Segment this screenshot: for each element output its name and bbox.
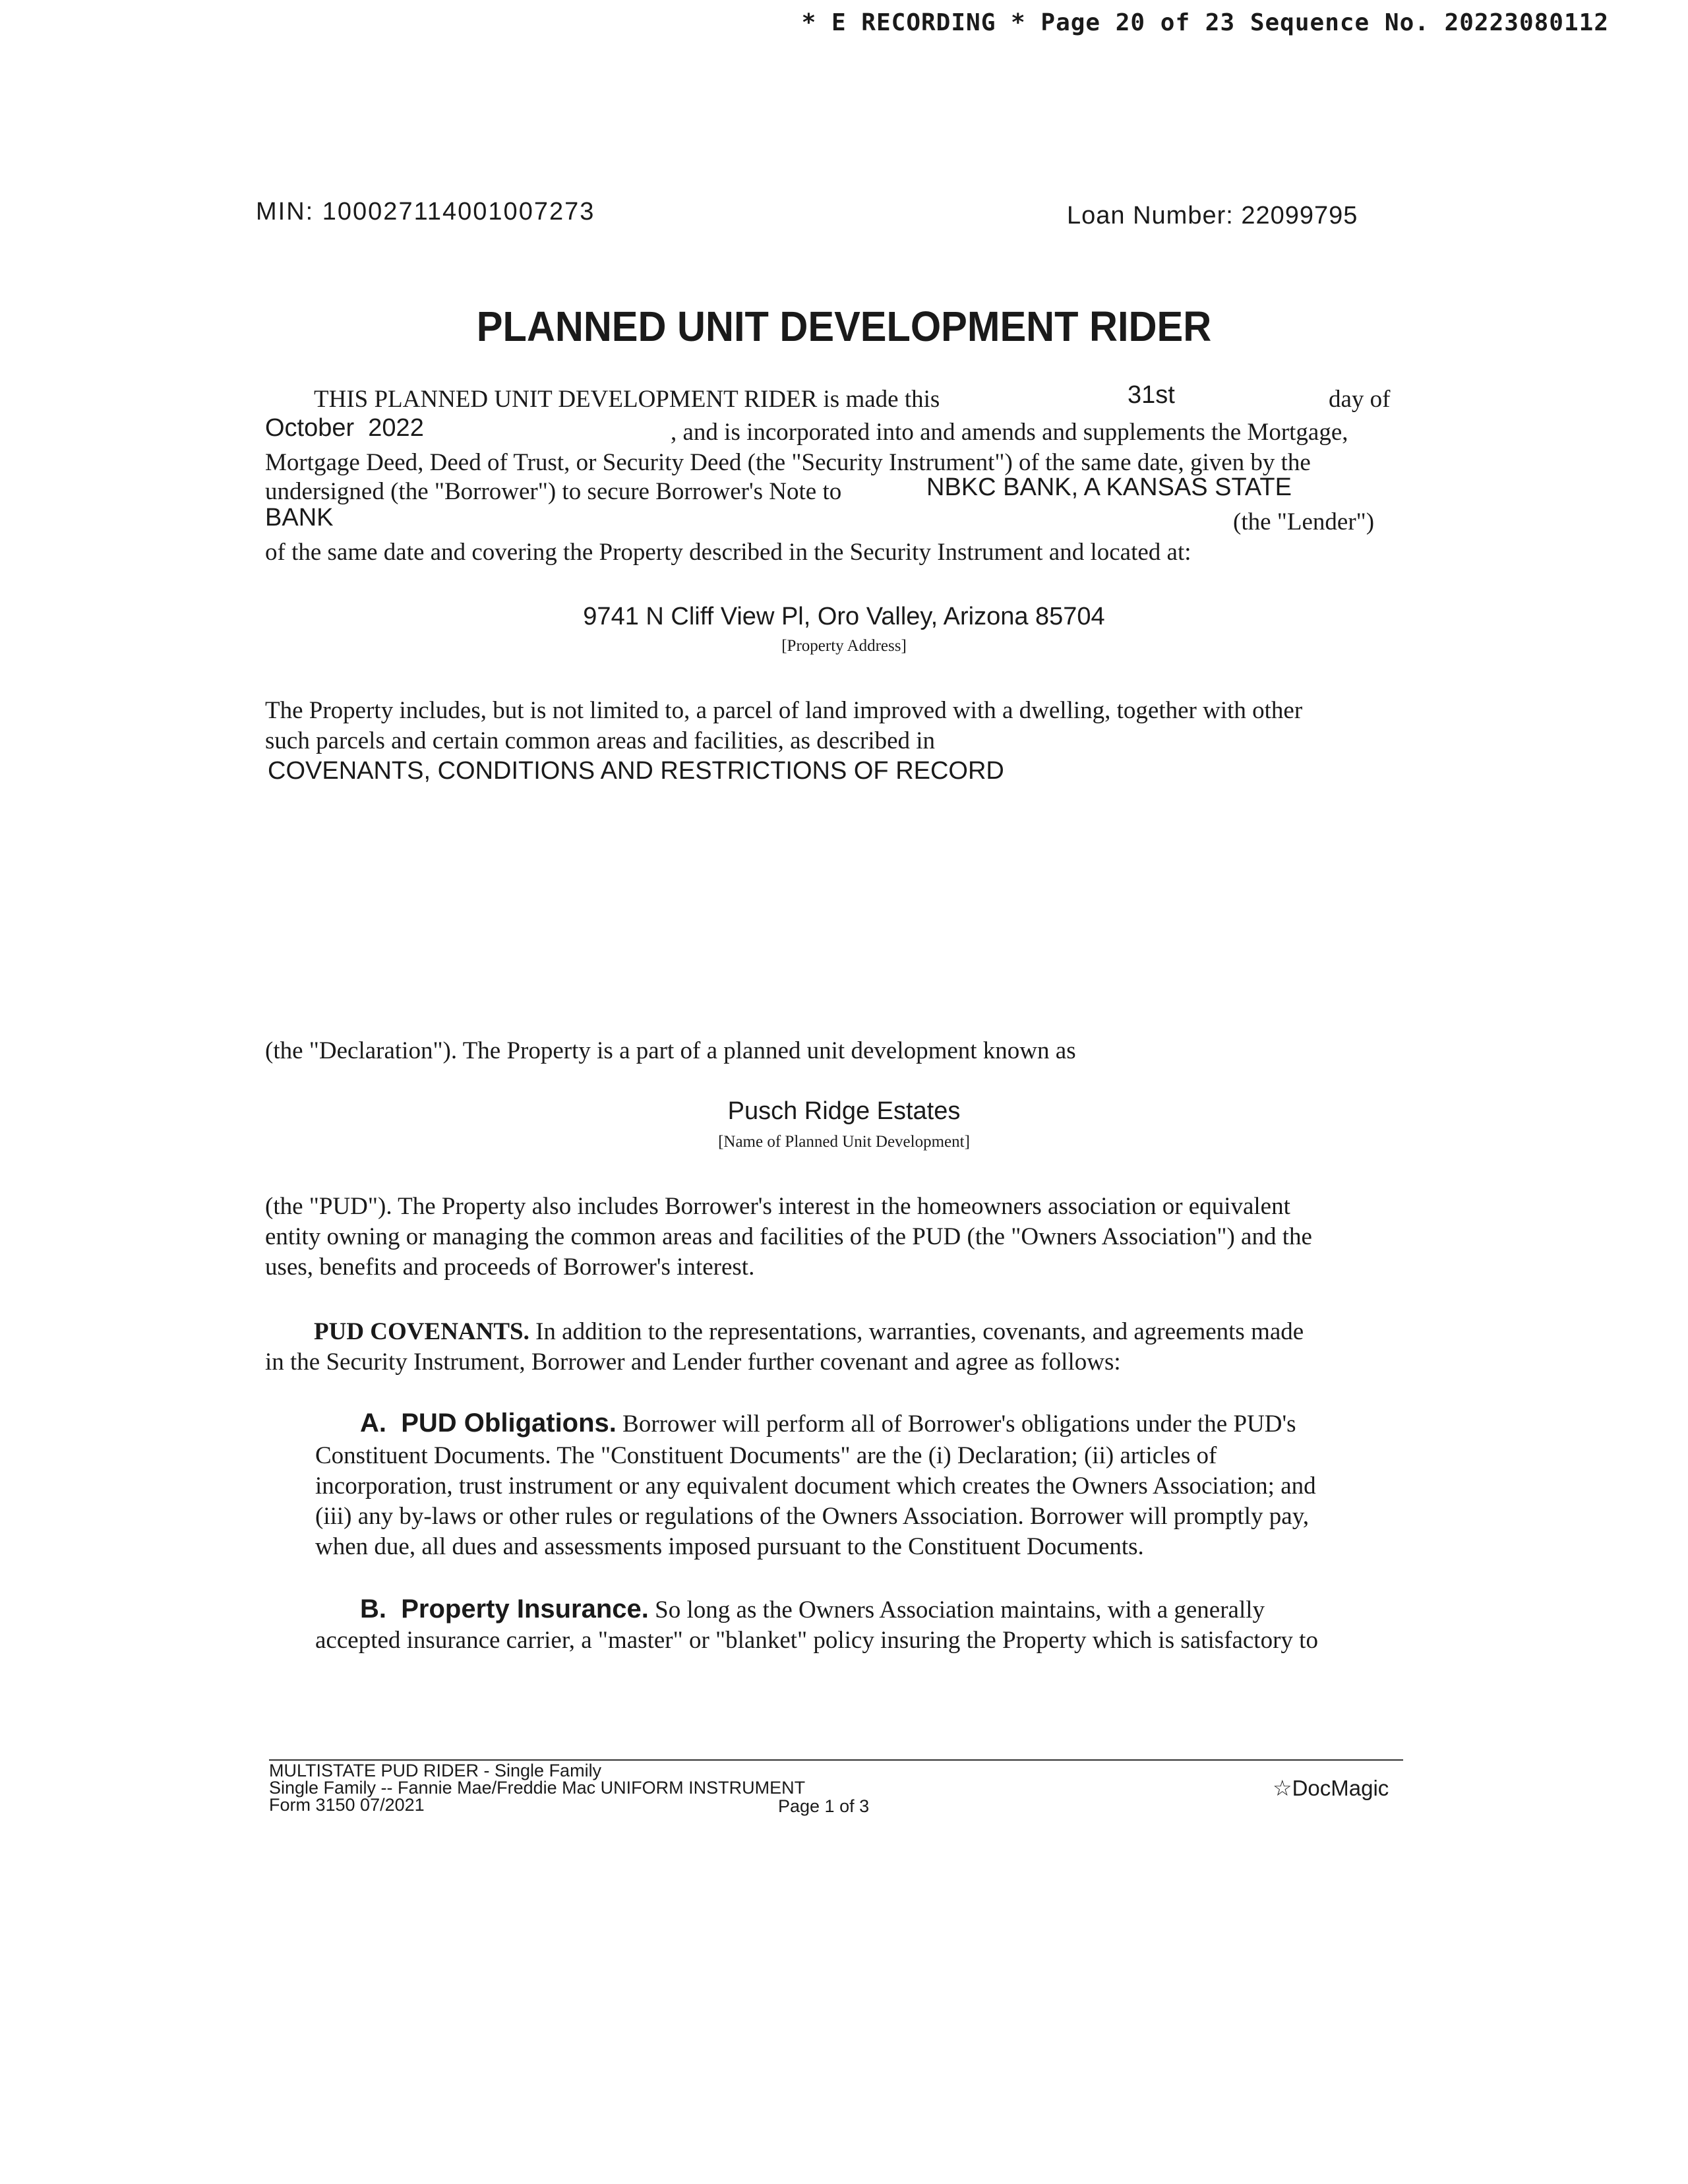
section-b-line-1-text: So long as the Owners Association maintains, with a generally [655, 1596, 1265, 1623]
intro-lender-fill-2: BANK [265, 504, 334, 531]
covenants-line-2: in the Security Instrument, Borrower and Lender further covenant and agree as follows: [265, 1349, 1121, 1376]
intro-line-3: Mortgage Deed, Deed of Trust, or Security Deed (the "Security Instrument") of the same date, given by the [265, 449, 1311, 476]
declaration-fill: COVENANTS, CONDITIONS AND RESTRICTIONS OF RECORD [268, 757, 1004, 785]
covenants-line-1-text: In addition to the representations, warranties, covenants, and agreements made [535, 1318, 1304, 1345]
property-address-caption: [Property Address] [781, 637, 907, 655]
document-title: PLANNED UNIT DEVELOPMENT RIDER [476, 303, 1212, 350]
recording-header: * E RECORDING * Page 20 of 23 Sequence No. 20223080112 [801, 9, 1609, 36]
intro-lender-fill: NBKC BANK, A KANSAS STATE [926, 473, 1292, 501]
pud-para-line-1: (the "PUD"). The Property also includes Borrower's interest in the homeowners association or equivalent [265, 1193, 1290, 1220]
intro-line-6: of the same date and covering the Property described in the Security Instrument and located at: [265, 539, 1191, 566]
intro-day-of: day of [1329, 386, 1391, 413]
section-b-line-1 [360, 1594, 1265, 1624]
section-a-line-2: Constituent Documents. The "Constituent Documents" are the (i) Declaration; (ii) articles of [315, 1442, 1217, 1469]
section-a-line-1-text: Borrower will perform all of Borrower's obligations under the PUD's [622, 1410, 1296, 1438]
min-number: MIN: 100027114001007273 [256, 198, 595, 226]
section-a-heading: A. PUD Obligations. [360, 1409, 617, 1438]
property-address: 9741 N Cliff View Pl, Oro Valley, Arizona 85704 [583, 603, 1105, 630]
covenants-line-1 [314, 1318, 1304, 1346]
section-a-line-4: (iii) any by-laws or other rules or regulations of the Owners Association. Borrower will promptly pay, [315, 1503, 1310, 1530]
intro-line-1: THIS PLANNED UNIT DEVELOPMENT RIDER is made this [314, 386, 940, 413]
section-a-line-5: when due, all dues and assessments imposed pursuant to the Constituent Documents. [315, 1533, 1144, 1560]
section-b-heading: B. Property Insurance. [360, 1594, 649, 1623]
docmagic-brand: DocMagic [1292, 1776, 1389, 1800]
property-desc-line-1: The Property includes, but is not limited to, a parcel of land improved with a dwelling, together with other [265, 697, 1303, 724]
section-a-line-3: incorporation, trust instrument or any equivalent document which creates the Owners Association; and [315, 1472, 1316, 1500]
section-a-line-1 [360, 1409, 1296, 1438]
pud-para-line-3: uses, benefits and proceeds of Borrower's interest. [265, 1254, 755, 1281]
star-outline-icon: ☆ [1273, 1776, 1292, 1800]
loan-number: Loan Number: 22099795 [1067, 202, 1358, 229]
footer-line-1: MULTISTATE PUD RIDER - Single Family [269, 1761, 602, 1780]
covenants-heading: PUD COVENANTS. [314, 1318, 529, 1345]
pud-name-caption: [Name of Planned Unit Development] [718, 1133, 970, 1151]
pud-name: Pusch Ridge Estates [727, 1097, 961, 1125]
intro-line-2: , and is incorporated into and amends and supplements the Mortgage, [671, 419, 1348, 446]
intro-day-fill: 31st [1128, 381, 1175, 409]
property-desc-line-2: such parcels and certain common areas and facilities, as described in [265, 727, 936, 754]
footer-page: Page 1 of 3 [778, 1796, 870, 1816]
footer-line-2: Single Family -- Fannie Mae/Freddie Mac UNIFORM INSTRUMENT [269, 1778, 806, 1798]
section-b-line-2: accepted insurance carrier, a "master" or "blanket" policy insuring the Property which is satisfactory to [315, 1627, 1318, 1654]
footer-line-3: Form 3150 07/2021 [269, 1795, 425, 1815]
intro-lender-label: (the "Lender") [1233, 508, 1375, 535]
docmagic-logo [1273, 1775, 1389, 1801]
pud-para-line-2: entity owning or managing the common areas and facilities of the PUD (the "Owners Association") and the [265, 1223, 1312, 1250]
declaration-line: (the "Declaration"). The Property is a part of a planned unit development known as [265, 1037, 1076, 1064]
intro-date-fill: October 2022 [265, 414, 424, 442]
intro-line-4: undersigned (the "Borrower") to secure Borrower's Note to [265, 478, 842, 505]
